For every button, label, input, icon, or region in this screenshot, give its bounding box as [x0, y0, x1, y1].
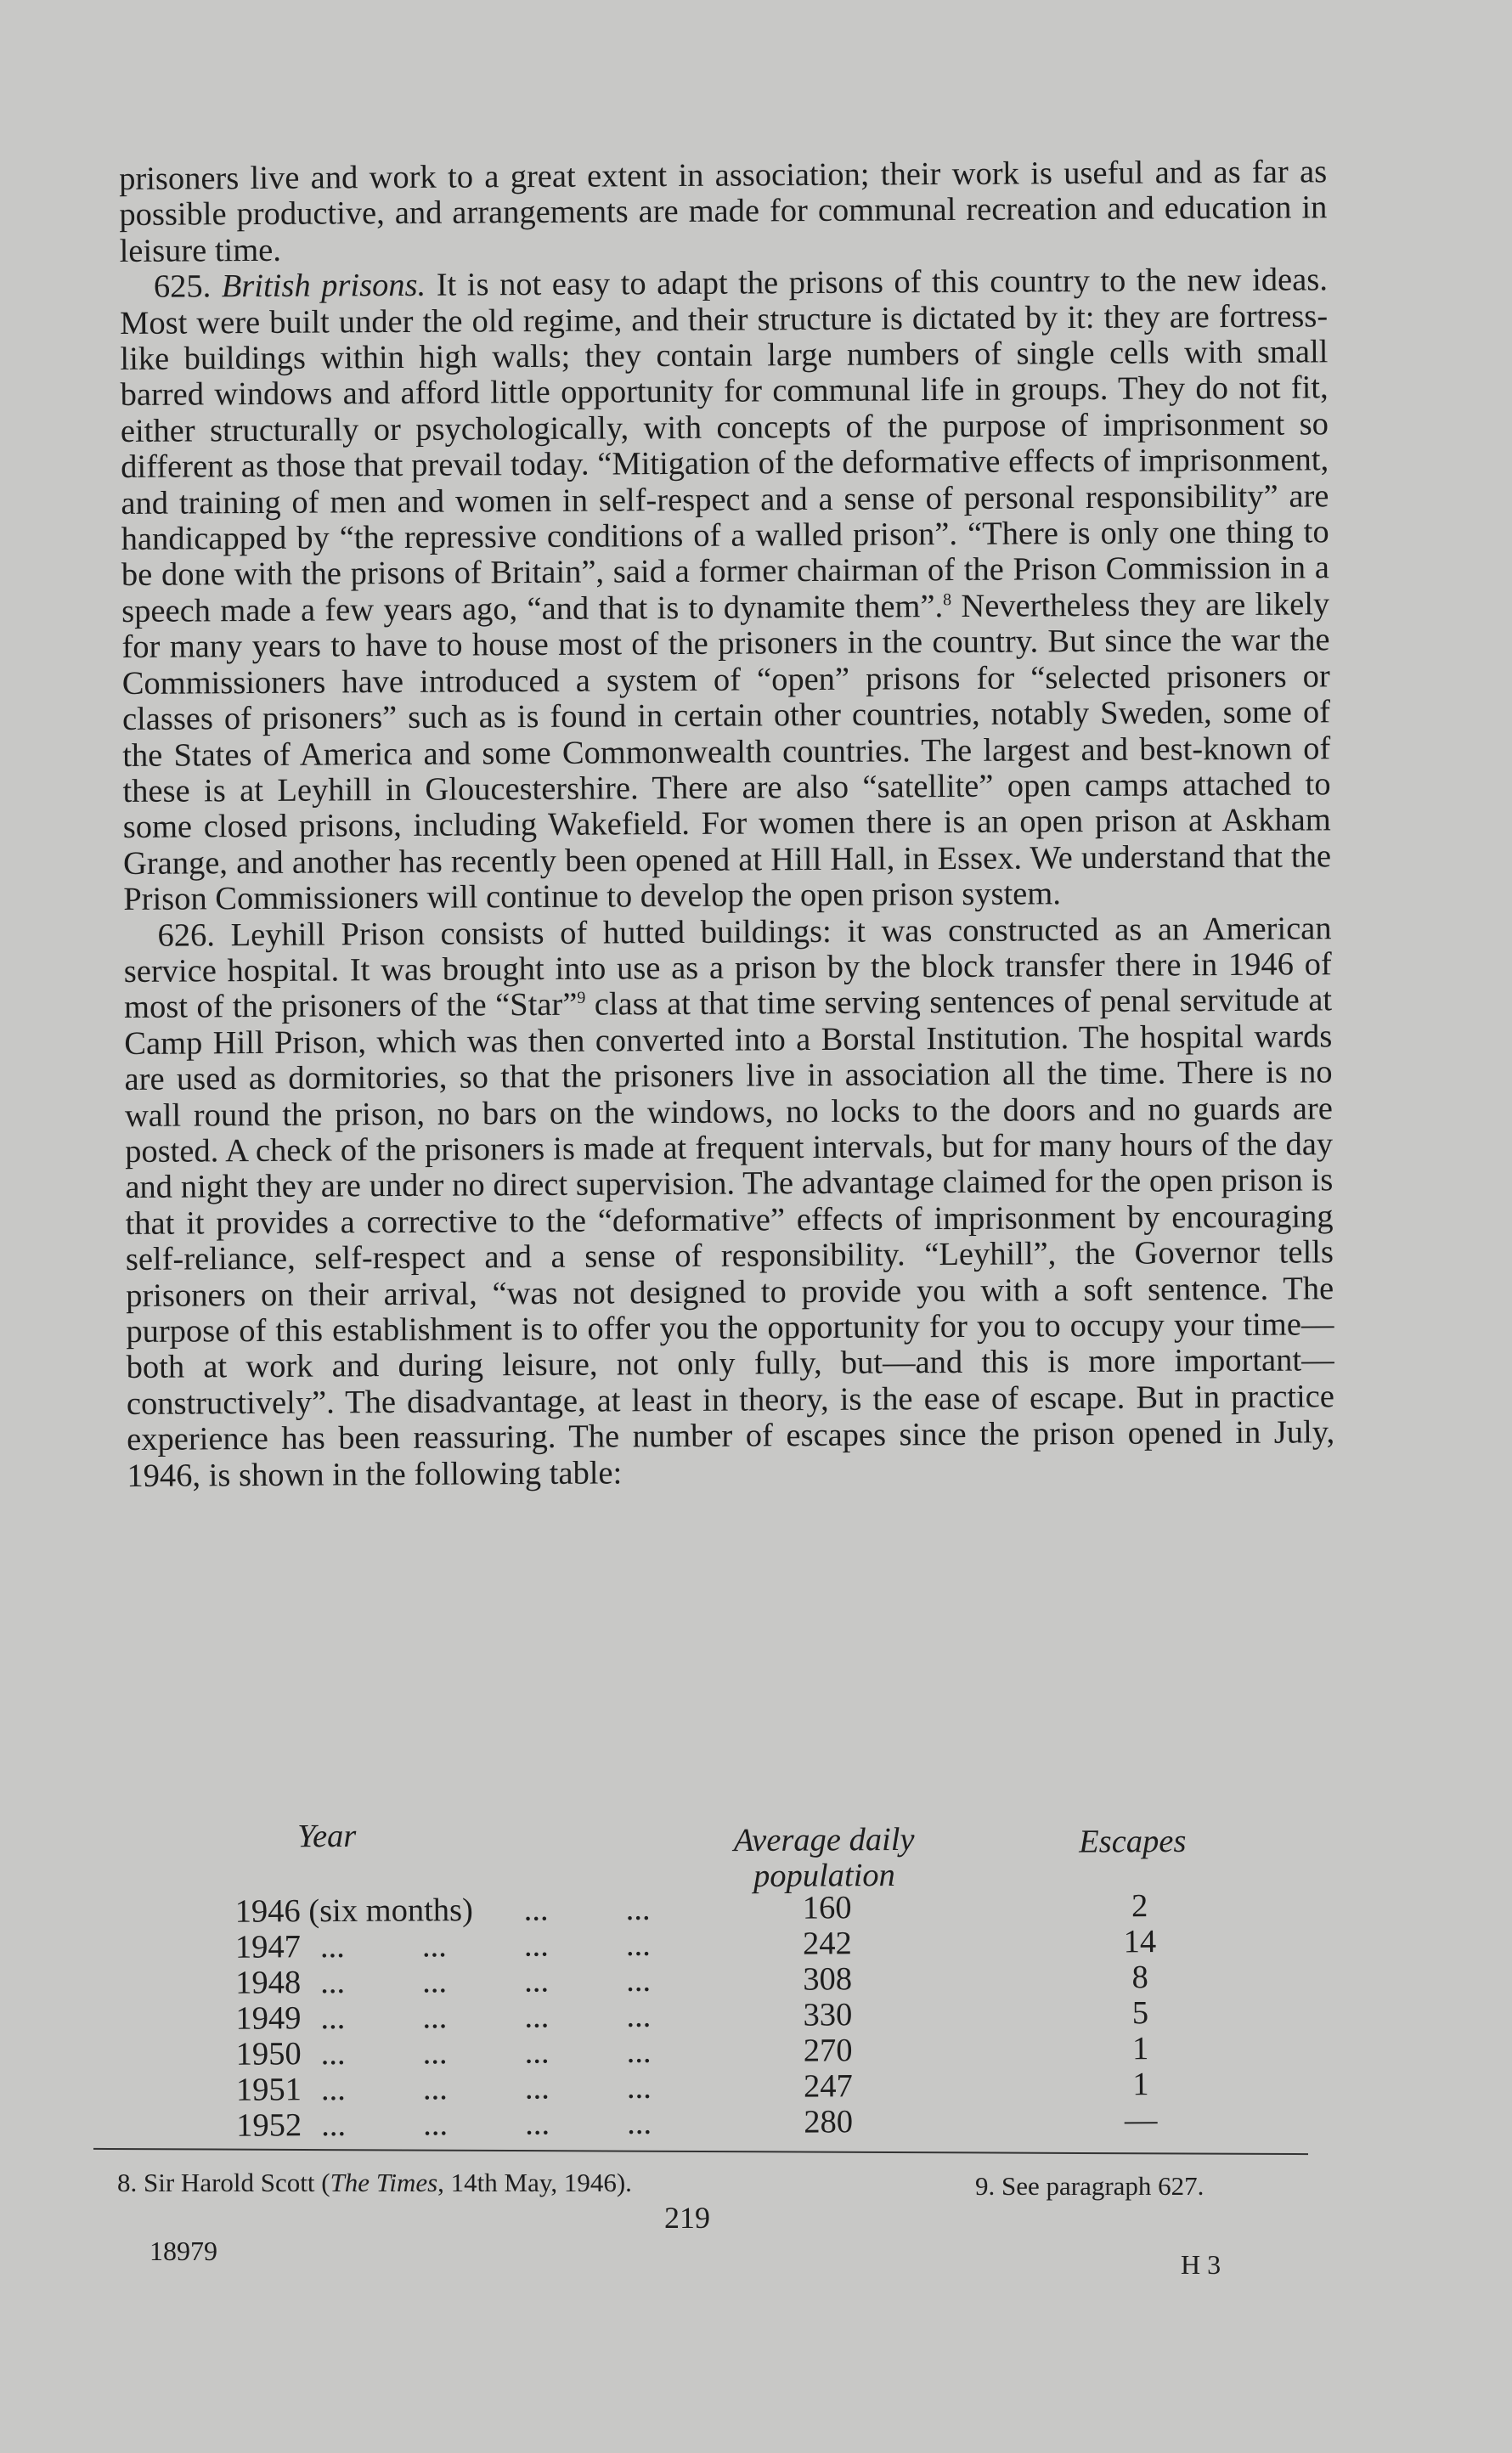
leader-dots: ... — [523, 1927, 549, 1964]
header-population-line2: population — [753, 1858, 895, 1895]
leader-dots: ... — [524, 2070, 550, 2106]
paragraph-number: 625. — [153, 268, 212, 305]
leader-dots: ... — [523, 1892, 549, 1928]
leader-dots: ... — [421, 1928, 447, 1965]
header-year: Year — [297, 1818, 357, 1855]
footnote-9: 9. See paragraph 627. — [975, 2171, 1205, 2201]
escapes-cell: 2 — [1131, 1888, 1148, 1925]
year-cell: 1950 — [235, 2036, 302, 2072]
leader-dots: ... — [625, 1891, 651, 1927]
population-cell: 242 — [802, 1926, 852, 1962]
leader-dots: ... — [626, 2069, 652, 2106]
leader-dots: ... — [320, 1999, 346, 2037]
paragraph-625 — [120, 262, 1332, 918]
page-number: 219 — [664, 2201, 710, 2235]
escapes-table — [0, 1812, 1512, 2144]
signature-mark: H 3 — [1181, 2249, 1221, 2280]
paragraph-continued: prisoners live and work to a great extent in association; their work is useful and as far as possible productive, and arrangements are made for communal recreation and education in leisure time. — [119, 154, 1328, 269]
leader-dots: ... — [626, 2033, 652, 2070]
leader-dots: ... — [422, 2035, 448, 2072]
escapes-cell: 14 — [1123, 1924, 1157, 1960]
year-cell: 1948 — [235, 1965, 302, 2001]
footnote-8 — [117, 2168, 632, 2198]
year-cell: 1947 — [234, 1929, 302, 1965]
leader-dots: ... — [320, 1964, 346, 2001]
leader-dots: ... — [320, 2071, 346, 2108]
paragraph-text: class at that time serving sentences of penal servitude at Camp Hill Prison, which was then converted into a Borstal Institution. The hospital wards are used as dormitories, so that the prisoners live in association all the time. There is no wall round the prison, no bars on the windows, no locks to the doors and no guards are posted. A check of the prisoners is made at frequent intervals, but for many hours of the day and night they are under no direct supervision. The advantage claimed for the open prison is that it provides a corrective to the “deformative” effects of imprisonment by encouraging self-reliance, self-respect and a sense of responsibility. “Leyhill”, the Governor tells prisoners on their arrival, “was not designed to provide you with a soft sentence. The purpose of this establishment is to offer you the opportunity for you to occupy your time—both at work and during leisure, not only fully, but—and this is more important—constructively”. The disadvantage, at least in theory, is the ease of escape. But in practice experience has been reassuring. The number of escapes since the prison opened in July, 1946, is shown in the following table: — [124, 982, 1335, 1494]
escapes-cell: 1 — [1131, 2031, 1149, 2067]
footnote-text: , 14th May, 1946). — [437, 2168, 632, 2197]
leader-dots: ... — [422, 1964, 448, 2000]
year-cell: 1949 — [235, 2000, 302, 2037]
leader-dots: ... — [423, 2106, 449, 2143]
footnote-text: 8. Sir Harold Scott ( — [117, 2168, 330, 2197]
paragraph-number: 626. — [157, 916, 216, 954]
escapes-cell: 8 — [1131, 1960, 1148, 1996]
footnote-ref: 9 — [577, 989, 586, 1008]
body-text — [119, 154, 1335, 1494]
paragraph-626 — [123, 911, 1334, 1494]
leader-dots: ... — [321, 2106, 347, 2144]
leader-dots: ... — [524, 1963, 550, 1999]
paragraph-text: Nevertheless they are likely for many years to have to house most of the prisoners in the country. But since the war the Commissioners have introduced a system of “open” prisons for “selected prisoners or classes of prisoners” such as is found in certain other countries, notably Sweden, some of the States of America and some Commonwealth countries. The largest and best-known of these is at Leyhill in Gloucestershire. There are also “satellite” open camps attached to some closed prisons, including Wakefield. For women there is an open prison at Askham Grange, and another has recently been opened at Hill Hall, in Essex. We understand that the Prison Commissioners will continue to develop the open prison system. — [121, 586, 1332, 918]
print-code: 18979 — [150, 2236, 217, 2266]
leader-dots: ... — [626, 1998, 652, 2034]
escapes-cell: 1 — [1132, 2067, 1149, 2103]
leader-dots: ... — [626, 1962, 652, 1999]
escapes-cell: 5 — [1131, 1995, 1149, 2032]
year-cell: 1951 — [235, 2072, 302, 2108]
footnote-ref: 8 — [943, 590, 952, 610]
paragraph-text: It is not easy to adapt the prisons of this country to the new ideas. Most were built under the old regime, and their structure is dictated by it: they are fortress-like buildings within high walls; they contain large numbers of single cells with small barred windows and afford little opportunity for communal life in groups. They do not fit, either structurally or psychologically, with concepts of the purpose of imprisonment so different as those that prevail today. “Mitigation of the deformative effects of imprisonment, and training of men and women in self-respect and a sense of personal responsibility” are handicapped by “the repressive conditions of a walled prison”. “There is only one thing to be done with the prisons of Britain”, said a former chairman of the Prison Commission in a speech made a few years ago, “and that is to dynamite them”. — [120, 262, 1330, 629]
population-cell: 160 — [802, 1890, 852, 1926]
footnote-italic: The Times — [330, 2168, 438, 2197]
leader-dots: ... — [627, 2105, 652, 2141]
leader-dots: ... — [525, 2106, 550, 2142]
year-cell: 1946 (six months) — [234, 1892, 474, 1930]
paragraph-text: Leyhill Prison consists of hutted buildings: it was constructed as an American service hospital. It was brought into use as a prison by the block transfer there in 1946 of most of the prisoners of the “Star” — [123, 910, 1332, 1026]
population-cell: 270 — [803, 2033, 853, 2069]
table-row — [236, 2101, 1340, 2144]
population-cell: 308 — [803, 1961, 853, 1998]
leader-dots: ... — [422, 2071, 448, 2107]
header-population — [705, 1822, 944, 1895]
header-escapes: Escapes — [1079, 1823, 1187, 1860]
header-population-line1: Average daily — [733, 1821, 915, 1859]
paragraph-heading: British prisons. — [221, 268, 426, 305]
footnote-rule — [93, 2148, 1308, 2155]
leader-dots: ... — [625, 1926, 651, 1963]
population-cell: 330 — [803, 1997, 853, 2033]
leader-dots: ... — [422, 1999, 448, 2036]
leader-dots: ... — [320, 2035, 346, 2072]
population-cell: 280 — [804, 2104, 854, 2140]
leader-dots: ... — [524, 1999, 550, 2035]
leader-dots: ... — [319, 1928, 345, 1965]
escapes-cell: — — [1124, 2102, 1158, 2139]
year-cell: 1952 — [236, 2107, 302, 2144]
leader-dots: ... — [524, 2034, 550, 2071]
population-cell: 247 — [803, 2068, 853, 2105]
